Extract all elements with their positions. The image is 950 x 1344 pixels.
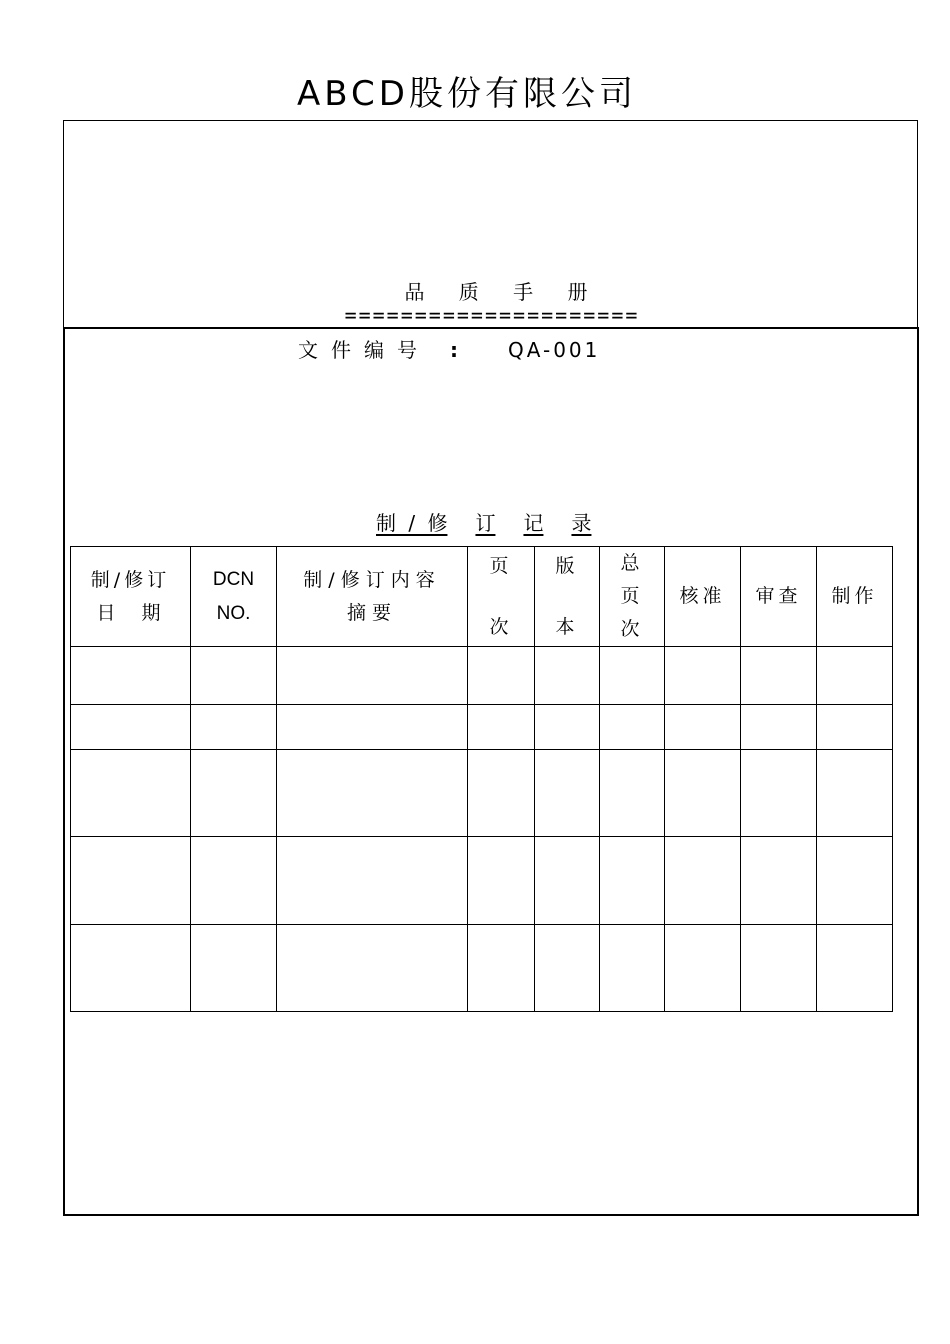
header-approve: 核准 [665,547,741,647]
record-title-part2: 订 [475,511,496,535]
revision-record-table [70,546,893,1012]
table-row [71,750,893,837]
revision-record-title [376,507,591,536]
header-page-line2: 次 [489,615,513,638]
table-cell[interactable] [741,837,817,925]
table-row [71,647,893,705]
header-dcn-no [191,547,277,647]
table-cell[interactable] [71,705,191,750]
table-cell[interactable] [817,925,893,1012]
header-page [468,547,535,647]
table-cell[interactable] [600,925,665,1012]
table-cell[interactable] [665,750,741,837]
table-cell[interactable] [71,750,191,837]
header-page-line1: 页 [489,554,513,577]
header-version-line2: 本 [555,615,579,638]
header-dcn-line1: DCN [212,568,255,590]
header-date-line1: 制/修订 [90,568,171,591]
header-total-line3: 次 [620,618,644,640]
table-cell[interactable] [191,705,277,750]
manual-title: 品 质 手 册 [404,280,588,304]
table-row [71,925,893,1012]
table-cell[interactable] [277,925,468,1012]
table-cell[interactable] [535,647,600,705]
record-title-part3: 记 [523,511,544,535]
header-version-line1: 版 [555,554,579,577]
header-version [535,547,600,647]
table-cell[interactable] [535,750,600,837]
header-summary-line2: 摘要 [346,601,397,624]
table-cell[interactable] [277,705,468,750]
table-cell[interactable] [468,837,535,925]
table-cell[interactable] [665,705,741,750]
table-cell[interactable] [817,647,893,705]
header-summary-line1: 制/修订内容 [303,568,441,591]
table-cell[interactable] [535,925,600,1012]
table-cell[interactable] [535,705,600,750]
header-total-line1: 总 [620,552,644,574]
table-cell[interactable] [191,647,277,705]
table-cell[interactable] [600,837,665,925]
table-cell[interactable] [817,750,893,837]
header-total-pages [600,547,665,647]
table-cell[interactable] [71,837,191,925]
table-row [71,705,893,750]
table-cell[interactable] [191,837,277,925]
company-name: ABCD股份有限公司 [297,74,637,114]
table-cell[interactable] [277,750,468,837]
table-cell[interactable] [741,705,817,750]
table-cell[interactable] [741,925,817,1012]
table-row [71,837,893,925]
table-cell[interactable] [468,647,535,705]
table-cell[interactable] [71,925,191,1012]
table-cell[interactable] [741,647,817,705]
header-content-summary [277,547,468,647]
record-title-part1: 制 / 修 [376,511,448,535]
table-cell[interactable] [71,647,191,705]
table-cell[interactable] [468,925,535,1012]
table-cell[interactable] [277,647,468,705]
document-number-colon: : [450,338,458,362]
table-cell[interactable] [817,705,893,750]
table-cell[interactable] [600,647,665,705]
table-header-row [71,547,893,647]
table-cell[interactable] [468,705,535,750]
table-cell[interactable] [665,837,741,925]
table-cell[interactable] [191,925,277,1012]
separator-line: ===================== [344,303,640,327]
table-cell[interactable] [665,647,741,705]
table-cell[interactable] [600,705,665,750]
table-cell[interactable] [277,837,468,925]
header-revision-date [71,547,191,647]
table-cell[interactable] [191,750,277,837]
header-date-line2: 日 期 [96,601,165,624]
document-number-label: 文件编号 [298,338,430,362]
table-cell[interactable] [468,750,535,837]
document-number-value: QA-001 [508,338,601,362]
document-number [298,334,600,363]
table-cell[interactable] [535,837,600,925]
header-review: 审查 [741,547,817,647]
header-dcn-line2: NO. [216,602,251,624]
table-cell[interactable] [600,750,665,837]
header-prepare: 制作 [817,547,893,647]
table-cell[interactable] [741,750,817,837]
table-cell[interactable] [817,837,893,925]
table-cell[interactable] [665,925,741,1012]
header-total-line2: 页 [620,585,644,607]
record-title-part4: 录 [571,511,592,535]
